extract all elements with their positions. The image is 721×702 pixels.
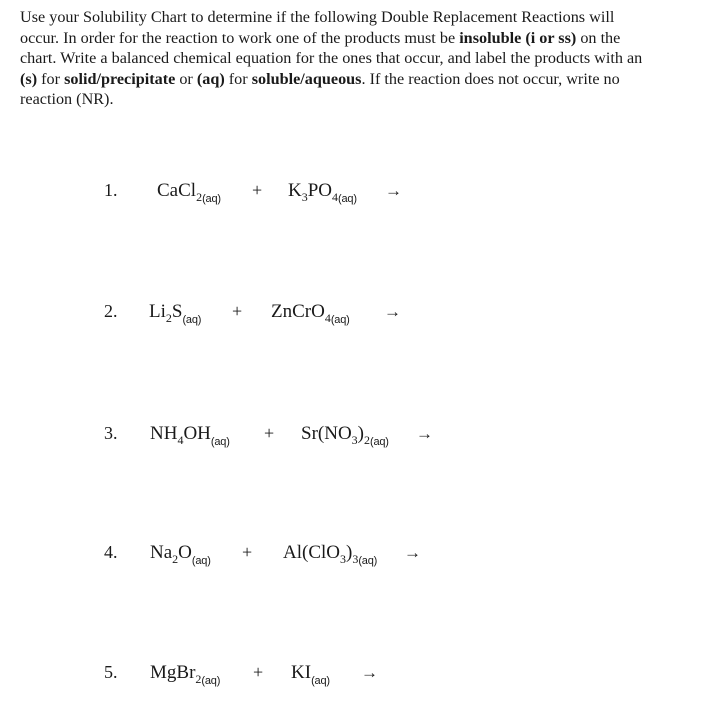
formula-subscript: 3 (340, 552, 346, 566)
instructions-text: for (224, 69, 252, 88)
reactant-1 (157, 180, 221, 205)
reactant-formula (301, 423, 370, 447)
reactant-2 (288, 180, 357, 205)
formula-subscript: 2 (165, 311, 172, 325)
instructions-line-4 (20, 69, 720, 90)
reactant-2 (283, 542, 378, 567)
reaction-4 (0, 542, 721, 582)
reactant-formula (150, 662, 202, 686)
instructions-bold-solid: solid/precipitate (64, 69, 176, 88)
phase-label: (aq) (358, 555, 378, 567)
formula-text: MgBr (150, 662, 196, 683)
reactant-formula (271, 301, 331, 325)
reactant-formula (150, 423, 211, 447)
reactant-formula (157, 180, 203, 204)
plus-sign: + (242, 542, 253, 562)
formula-text: Li (149, 301, 166, 322)
reaction-arrow-icon: → (361, 663, 378, 682)
reaction-arrow-icon: → (385, 181, 402, 200)
formula-text: OH (183, 423, 211, 444)
instructions-line-1: Use your Solubility Chart to determine if the following Double Replacement Reactions will (20, 8, 615, 26)
formula-text: ) (346, 542, 353, 563)
instructions-line-5: reaction (NR). (20, 90, 114, 109)
plus-sign: + (252, 180, 263, 200)
formula-text: Na (150, 542, 173, 563)
reaction-number: 4. (104, 542, 118, 562)
phase-label: (aq) (182, 314, 202, 326)
phase-label: (aq) (370, 436, 389, 448)
reactant-formula (150, 542, 192, 566)
plus-sign: + (232, 301, 243, 321)
instructions-text: on the (576, 28, 621, 47)
reactant-1 (150, 423, 230, 448)
reaction-5 (0, 662, 721, 702)
reactant-1 (150, 542, 211, 567)
formula-text: CaCl (157, 180, 197, 201)
phase-label: (aq) (201, 675, 221, 687)
reactant-formula (288, 180, 339, 204)
formula-text: PO (307, 180, 333, 201)
phase-label: (aq) (210, 436, 230, 448)
formula-subscript: 2 (172, 552, 179, 566)
reaction-3 (0, 423, 721, 463)
formula-subscript: 2 (195, 672, 202, 686)
phase-label: (aq) (338, 193, 357, 205)
formula-subscript: 2 (196, 190, 203, 204)
instructions-text: for (37, 69, 65, 88)
formula-subscript: 4 (177, 433, 184, 447)
instructions-bold-aq: (aq) (196, 69, 225, 88)
formula-subscript: 3 (301, 190, 308, 204)
formula-subscript: 2 (364, 433, 370, 447)
formula-text: Sr(NO (301, 423, 352, 444)
formula-text: ZnCrO (271, 301, 325, 322)
reactant-1 (149, 301, 202, 326)
formula-text: ) (357, 423, 364, 444)
instructions-text: occur. In order for the reaction to work one of the products must be (20, 28, 460, 47)
instructions-bold-insoluble: insoluble (i or ss) (459, 28, 577, 47)
reaction-2 (0, 301, 721, 341)
instructions-text: . If the reaction does not occur, write no (361, 69, 620, 88)
instructions-text: or (175, 69, 197, 88)
instructions-line-2 (20, 28, 720, 49)
plus-sign: + (253, 662, 264, 682)
phase-label: (aq) (202, 193, 221, 205)
instructions-paragraph (20, 7, 720, 110)
formula-text: S (171, 301, 183, 322)
reaction-arrow-icon: → (404, 543, 421, 562)
plus-sign: + (264, 423, 275, 443)
reaction-arrow-icon: → (384, 302, 401, 321)
phase-label: (aq) (311, 675, 330, 687)
formula-subscript: 4 (324, 311, 331, 325)
reaction-number: 5. (104, 662, 118, 682)
formula-subscript: 4 (332, 190, 339, 204)
instructions-line-3: chart. Write a balanced chemical equation for the ones that occur, and label the products with an (20, 49, 643, 68)
formula-text: O (178, 542, 192, 563)
reaction-number: 3. (104, 423, 118, 443)
phase-label: (aq) (191, 555, 211, 567)
formula-subscript: 3 (351, 433, 358, 447)
reaction-1 (0, 180, 721, 220)
phase-label: (aq) (330, 314, 350, 326)
reactant-1 (150, 662, 221, 687)
instructions-bold-soluble: soluble/aqueous (251, 69, 362, 88)
formula-subscript: 3 (352, 552, 359, 566)
reactant-formula (291, 662, 311, 683)
reaction-number: 1. (104, 180, 118, 200)
reactant-2 (301, 423, 389, 448)
formula-text: K (288, 180, 302, 201)
reactant-2 (271, 301, 350, 326)
reactant-2 (291, 662, 330, 687)
reactant-formula (149, 301, 183, 325)
reactant-formula (283, 542, 359, 566)
formula-text: NH (150, 423, 178, 444)
reaction-number: 2. (104, 301, 118, 321)
reaction-arrow-icon: → (416, 424, 433, 443)
formula-text: KI (291, 662, 312, 683)
instructions-bold-s: (s) (20, 69, 38, 88)
formula-text: Al(ClO (283, 542, 340, 563)
